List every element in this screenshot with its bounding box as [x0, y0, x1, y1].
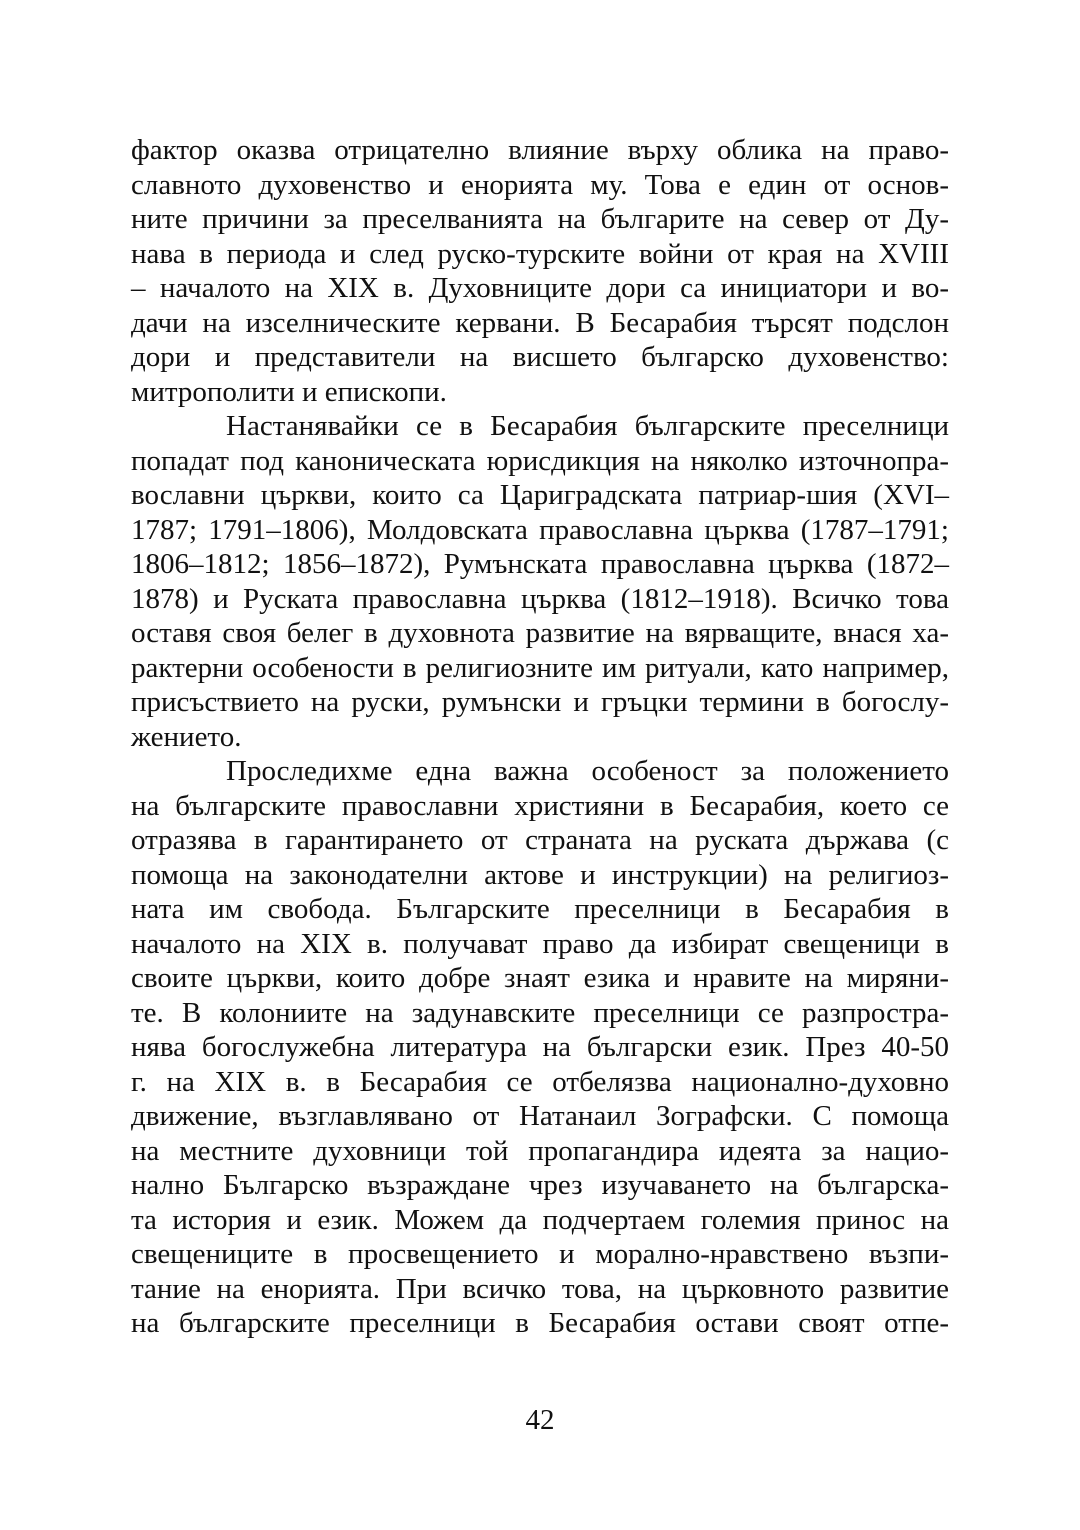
text-line: нява богослужебна литература на български език. През 40-50 — [131, 1031, 949, 1063]
paragraph-1 — [131, 133, 949, 409]
text-line: присъствието на руски, румънски и гръцки термини в богослу- — [131, 686, 949, 718]
text-line: 1787; 1791–1806), Молдовската православна църква (1787–1791; — [131, 513, 949, 546]
text-line: жението. — [131, 720, 242, 753]
text-line: ните причини за преселванията на българите на север от Ду- — [131, 203, 949, 235]
text-line: движение, възглавлявано от Натанаил Зографски. С помоща — [131, 1100, 949, 1132]
text-line: 1878) и Руската православна църква (1812–1918). Всичко това — [131, 582, 949, 615]
page-number: 42 — [525, 1404, 555, 1436]
body-text — [131, 133, 949, 1341]
text-line: помоща на законодателни актове и инструкции) на религиоз- — [131, 858, 949, 891]
text-line: та история и език. Можем да подчертаем големия принос на — [131, 1203, 949, 1236]
text-line: нава в периода и след руско-турските войни от края на XVIII — [131, 237, 949, 270]
text-line: тание на енорията. При всичко това, на църковното развитие — [131, 1272, 949, 1305]
text-line: началото на XIX в. получават право да избират свещеници в — [131, 927, 949, 960]
text-line: славното духовенство и енорията му. Това е един от основ- — [131, 168, 949, 201]
text-line: митрополити и епископи. — [131, 375, 447, 408]
text-line: свещениците в просвещението и морално-нравствено възпи- — [131, 1238, 949, 1270]
text-line: на местните духовници той пропагандира идеята за нацио- — [131, 1134, 949, 1167]
text-line: те. В колониите на задунавските преселници се разпростра- — [131, 996, 949, 1029]
text-line: дори и представители на висшето българско духовенство: — [131, 341, 949, 373]
text-line: г. на XIX в. в Бесарабия се отбелязва национално-духовно — [131, 1065, 949, 1098]
text-line: фактор оказва отрицателно влияние върху облика на право- — [131, 134, 949, 166]
text-line: нално Българско възраждане чрез изучаването на българска- — [131, 1169, 949, 1201]
text-line: ната им свобода. Българските преселници в Бесарабия в — [131, 893, 949, 925]
text-line: своите църкви, които добре знаят езика и нравите на миряни- — [131, 962, 949, 994]
text-line: вославни църкви, които са Цариградската патриар-шия (XVI– — [131, 479, 949, 511]
text-line: рактерни особености в религиозните им ритуали, като например, — [131, 651, 949, 684]
text-line: 1806–1812; 1856–1872), Румънската православна църква (1872– — [131, 548, 949, 580]
text-line: – началото на XIX в. Духовниците дори са инициатори и во- — [131, 272, 949, 304]
text-line: на българските православни християни в Бесарабия, което се — [131, 789, 949, 822]
text-line: Проследихме една важна особеност за положението — [226, 755, 949, 787]
text-line: Настанявайки се в Бесарабия българските преселници — [226, 410, 949, 442]
text-line: попадат под каноническата юрисдикция на няколко източнопра- — [131, 444, 949, 477]
text-line: оставя своя белег в духовнота развитие на вярващите, внася ха- — [131, 617, 949, 649]
text-line: отразява в гарантирането от страната на руската държава (с — [131, 824, 949, 856]
paragraph-2 — [131, 409, 949, 754]
text-line: на българските преселници в Бесарабия остави своят отпе- — [131, 1307, 949, 1339]
text-line: дачи на изселническите кервани. В Бесарабия търсят подслон — [131, 306, 949, 339]
paragraph-3 — [131, 754, 949, 1341]
